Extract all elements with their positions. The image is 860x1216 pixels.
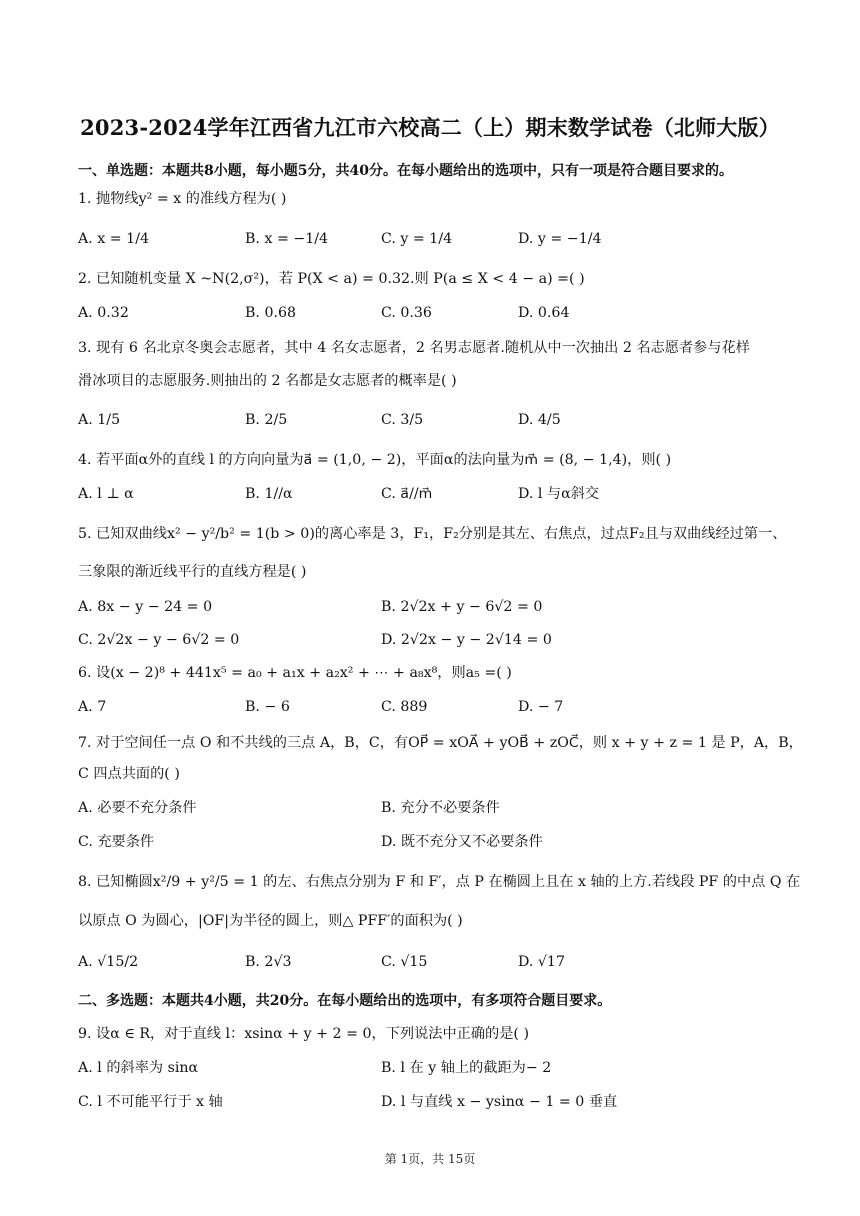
question-5-stem-line-2: 三象限的渐近线平行的直线方程是( ) [78,564,307,580]
question-2-stem: 2. 已知随机变量 X ~N(2,σ²)，若 P(X < a) = 0.32.则 P(a ≤ X < 4 − a) =( ) [78,271,585,287]
question-7-options-row-2 [78,832,798,854]
question-7-option-b: B. 充分不必要条件 [381,800,500,816]
question-3-option-a: A. 1/5 [78,412,121,428]
question-5-option-b: B. 2√2x + y − 6√2 = 0 [381,599,543,615]
question-1-options [78,229,798,251]
question-4-option-c: C. a⃗//m⃗ [381,486,433,502]
question-9-option-b: B. l 在 y 轴上的截距为− 2 [381,1060,552,1076]
question-1-option-a: A. x = 1/4 [78,231,150,247]
question-4-option-b: B. 1//α [245,486,293,502]
question-3-option-c: C. 3/5 [381,412,424,428]
question-7-stem-line-1: 7. 对于空间任一点 O 和不共线的三点 A，B，C，有OP⃗ = xOA⃗ + yOB⃗ + zOC⃗，则 x + y + z = 1 是 P，A，B， [78,735,803,751]
question-1-option-c: C. y = 1/4 [381,231,453,247]
question-5-option-c: C. 2√2x − y − 6√2 = 0 [78,632,240,648]
question-3-option-d: D. 4/5 [518,412,561,428]
question-3-stem-line-1: 3. 现有 6 名北京冬奥会志愿者，其中 4 名女志愿者，2 名男志愿者.随机从中一次抽出 2 名志愿者参与花样 [78,340,750,356]
question-5-options-row-1 [78,597,798,619]
question-9-stem: 9. 设α ∈ R，对于直线 l：xsinα + y + 2 = 0，下列说法中正确的是( ) [78,1026,529,1042]
question-7-option-a: A. 必要不充分条件 [78,800,197,816]
question-6-options [78,697,798,719]
page-title: 2023-2024学年江西省九江市六校高二（上）期末数学试卷（北师大版） [80,115,780,140]
question-1-stem: 1. 抛物线y² = x 的准线方程为( ) [78,191,287,207]
question-9-option-c: C. l 不可能平行于 x 轴 [78,1094,223,1110]
question-8-options [78,952,798,974]
question-7-options-row-1 [78,798,798,820]
question-7-option-c: C. 充要条件 [78,834,155,850]
question-4-option-d: D. l 与α斜交 [518,486,600,502]
question-6-option-b: B. − 6 [245,699,290,715]
question-3-option-b: B. 2/5 [245,412,288,428]
question-9-options-row-2 [78,1092,798,1114]
question-4-options [78,484,798,506]
question-8-stem-line-2: 以原点 O 为圆心，|OF|为半径的圆上，则△ PFF′的面积为( ) [78,913,463,929]
question-1-option-d: D. y = −1/4 [518,231,602,247]
question-2-option-d: D. 0.64 [518,305,570,321]
question-6-stem: 6. 设(x − 2)⁸ + 441x⁵ = a₀ + a₁x + a₂x² + ⋯ + a₈x⁸，则a₅ =( ) [78,665,512,681]
question-2-option-b: B. 0.68 [245,305,297,321]
section-heading-multiple-choice: 二、多选题：本题共4小题，共20分。在每小题给出的选项中，有多项符合题目要求。 [78,993,612,1009]
question-6-option-c: C. 889 [381,699,428,715]
question-8-stem-line-1: 8. 已知椭圆x²/9 + y²/5 = 1 的左、右焦点分别为 F 和 F′，点 P 在椭圆上且在 x 轴的上方.若线段 PF 的中点 Q 在 [78,874,801,890]
question-9-option-a: A. l 的斜率为 sinα [78,1060,199,1076]
question-4-option-a: A. l ⊥ α [78,486,134,502]
question-7-stem-line-2: C 四点共面的( ) [78,766,180,782]
question-8-option-b: B. 2√3 [245,954,292,970]
question-7-option-d: D. 既不充分又不必要条件 [381,834,543,850]
question-5-stem-line-1: 5. 已知双曲线x² − y²/b² = 1(b > 0)的离心率是 3，F₁，F₂分别是其左、右焦点，过点F₂且与双曲线经过第一、 [78,526,787,542]
question-3-stem-line-2: 滑冰项目的志愿服务.则抽出的 2 名都是女志愿者的概率是( ) [78,373,457,389]
page-footer: 第 1页，共 15页 [384,1152,476,1166]
question-2-option-a: A. 0.32 [78,305,129,321]
question-6-option-a: A. 7 [78,699,107,715]
question-4-stem: 4. 若平面α外的直线 l 的方向向量为a⃗ = (1,0, − 2)，平面α的法向量为m⃗ = (8, − 1,4)，则( ) [78,452,672,468]
question-2-options [78,303,798,325]
question-2-option-c: C. 0.36 [381,305,432,321]
question-5-options-row-2 [78,630,798,652]
question-5-option-a: A. 8x − y − 24 = 0 [78,599,213,615]
question-8-option-d: D. √17 [518,954,565,970]
section-heading-single-choice: 一、单选题：本题共8小题，每小题5分，共40分。在每小题给出的选项中，只有一项是符合题目要求的。 [78,163,733,179]
question-3-options [78,410,798,432]
question-9-option-d: D. l 与直线 x − ysinα − 1 = 0 垂直 [381,1094,618,1110]
question-6-option-d: D. − 7 [518,699,564,715]
question-5-option-d: D. 2√2x − y − 2√14 = 0 [381,632,552,648]
question-8-option-a: A. √15/2 [78,954,139,970]
question-9-options-row-1 [78,1058,798,1080]
question-1-option-b: B. x = −1/4 [245,231,329,247]
question-8-option-c: C. √15 [381,954,428,970]
